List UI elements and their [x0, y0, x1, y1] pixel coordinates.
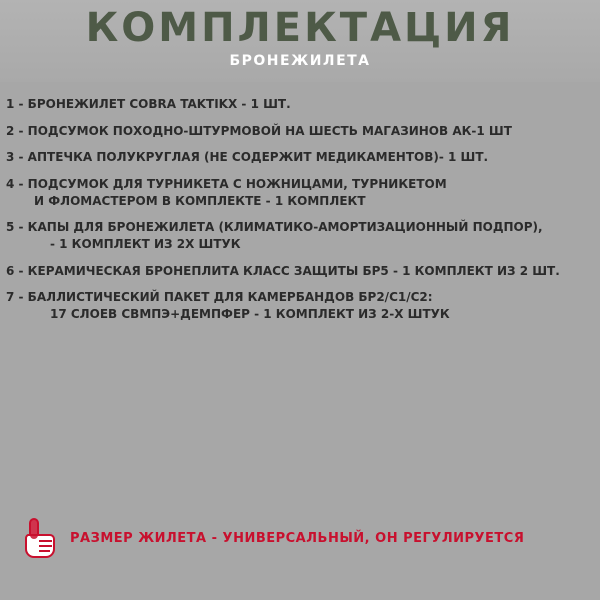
item-line-continued: - 1 КОМПЛЕКТ ИЗ 2Х ШТУК — [50, 237, 241, 251]
item-line: 2 - ПОДСУМОК ПОХОДНО-ШТУРМОВОЙ НА ШЕСТЬ МАГАЗИНОВ АК-1 ШТ — [6, 123, 512, 138]
footer-text: РАЗМЕР ЖИЛЕТА - УНИВЕРСАЛЬНЫЙ, ОН РЕГУЛИРУЕТСЯ — [70, 530, 525, 546]
contents-list — [6, 96, 596, 333]
item-line-continued: 17 СЛОЕВ СВМПЭ+ДЕМПФЕР - 1 КОМПЛЕКТ ИЗ 2-Х ШТУК — [50, 307, 450, 321]
list-item — [6, 219, 596, 253]
list-item — [6, 263, 596, 280]
list-item — [6, 96, 596, 113]
header — [0, 0, 600, 82]
item-line: 4 - ПОДСУМОК ДЛЯ ТУРНИКЕТА С НОЖНИЦАМИ, ТУРНИКЕТОМ — [6, 176, 447, 191]
list-item — [6, 149, 596, 166]
item-line: 1 - БРОНЕЖИЛЕТ COBRA TAKTIKX - 1 ШТ. — [6, 97, 291, 111]
item-line: 3 - АПТЕЧКА ПОЛУКРУГЛАЯ (НЕ СОДЕРЖИТ МЕДИКАМЕНТОВ)- 1 ШТ. — [6, 150, 489, 164]
list-item — [6, 176, 596, 210]
item-line: 5 - КАПЫ ДЛЯ БРОНЕЖИЛЕТА (КЛИМАТИКО-АМОРТИЗАЦИОННЫЙ ПОДПОР), — [6, 220, 543, 234]
item-line-continued: И ФЛОМАСТЕРОМ В КОМПЛЕКТЕ - 1 КОМПЛЕКТ — [34, 193, 366, 208]
pointing-hand-icon — [22, 517, 56, 559]
item-line: 7 - БАЛЛИСТИЧЕСКИЙ ПАКЕТ ДЛЯ КАМЕРБАНДОВ БР2/С1/С2: — [6, 290, 433, 304]
page-title: КОМПЛЕКТАЦИЯ — [85, 5, 515, 51]
list-item — [6, 123, 596, 140]
page-subtitle: БРОНЕЖИЛЕТА — [229, 53, 371, 69]
footer-note — [22, 516, 582, 560]
list-item — [6, 289, 596, 323]
item-line: 6 - КЕРАМИЧЕСКАЯ БРОНЕПЛИТА КЛАСС ЗАЩИТЫ БР5 - 1 КОМПЛЕКТ ИЗ 2 ШТ. — [6, 263, 560, 278]
